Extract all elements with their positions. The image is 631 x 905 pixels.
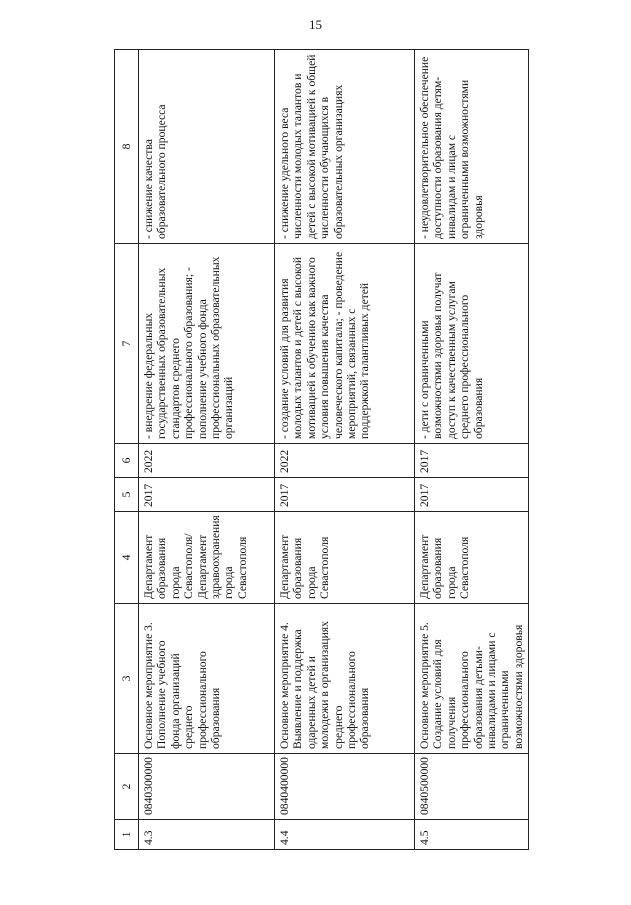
row-number: 4.3 — [139, 820, 275, 850]
activity-cell: Основное мероприятие 4. Выявление и поддержка одаренных детей и молодежи в организациях среднего профессионального образования — [275, 604, 415, 754]
consequence-cell: - неудовлетворительное обеспечение доступности образования детям-инвалидам и лицам с ограниченными возможностями здоровья — [415, 50, 529, 244]
consequence-cell: - снижение удельного веса численности молодых талантов и детей с высокой мотивацией к общей численности обучающихся в образовательных организациях — [275, 50, 415, 244]
start-year: 2017 — [415, 478, 529, 512]
table-header-row — [115, 50, 139, 850]
header-cell: 5 — [115, 478, 139, 512]
end-year: 2022 — [139, 444, 275, 478]
budget-code: 0840300000 — [139, 754, 275, 820]
table-row — [275, 50, 415, 850]
table-row — [415, 50, 529, 850]
header-cell: 6 — [115, 444, 139, 478]
start-year: 2017 — [275, 478, 415, 512]
row-number: 4.5 — [415, 820, 529, 850]
expected-result-cell: - создание условий для развития молодых талантов и детей с высокой мотивацией к обучению как важного условия повышения качества человеческого капитала; - проведение мероприятий, связанных с поддержкой талантливых детей — [275, 244, 415, 444]
row-number: 4.4 — [275, 820, 415, 850]
header-cell: 1 — [115, 820, 139, 850]
measures-table — [114, 49, 529, 850]
executor-cell: Департамент образования города Севастополя/ Департамент здравоохранения города Севастополя — [139, 512, 275, 604]
budget-code: 0840400000 — [275, 754, 415, 820]
page-number: 15 — [309, 17, 322, 32]
activity-cell: Основное мероприятие 5. Создание условий для получения профессионального образования детьми-инвалидами и лицами с ограниченными возможностями здоровья — [415, 604, 529, 754]
rotated-table-container — [114, 50, 524, 850]
table-row — [139, 50, 275, 850]
activity-cell: Основное мероприятие 3. Пополнение учебного фонда организаций среднего профессионального образования — [139, 604, 275, 754]
consequence-cell: - снижение качества образовательного процесса — [139, 50, 275, 244]
header-cell: 3 — [115, 604, 139, 754]
start-year: 2017 — [139, 478, 275, 512]
header-cell: 8 — [115, 50, 139, 244]
expected-result-cell: - внедрение федеральных государственных образовательных стандартов среднего профессионального образования; - пополнение учебного фонда профессиональных образовательных организаций — [139, 244, 275, 444]
end-year: 2022 — [275, 444, 415, 478]
executor-cell: Департамент образования города Севастополя — [415, 512, 529, 604]
header-cell: 2 — [115, 754, 139, 820]
header-cell: 7 — [115, 244, 139, 444]
header-cell: 4 — [115, 512, 139, 604]
expected-result-cell: - дети с ограниченными возможностями здоровья получат доступ к качественным услугам среднего профессионального образования — [415, 244, 529, 444]
executor-cell: Департамент образования города Севастополя — [275, 512, 415, 604]
budget-code: 0840500000 — [415, 754, 529, 820]
end-year: 2017 — [415, 444, 529, 478]
